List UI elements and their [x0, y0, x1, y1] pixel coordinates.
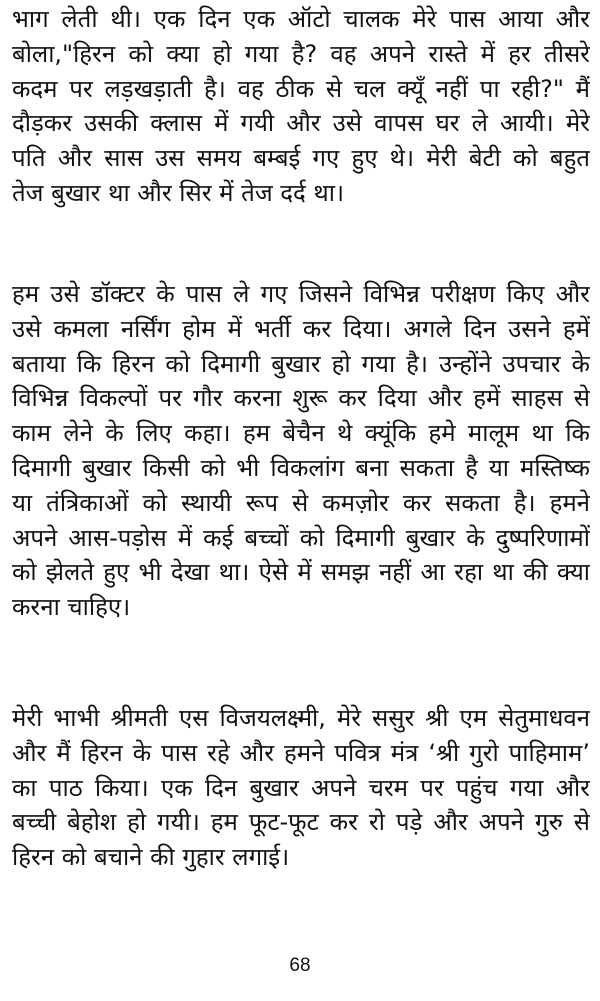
text-line: पति और सास उस समय बम्बई गए हुए थे। मेरी बेटी को बहुत: [12, 144, 590, 173]
text-line: बोला,"हिरन को क्या हो गया है? वह अपने रास्ते में हर तीसरे: [12, 39, 590, 68]
text-line: हिरन को बचाने की गुहार लगाई।: [12, 843, 290, 872]
text-line: दिमागी बुखार किसी को भी विकलांग बना सकता है या मस्तिष्क: [12, 453, 590, 482]
text-line: कदम पर लड़खड़ाती है। वह ठीक से चल क्यूँ नहीं पा रही?" मैं: [12, 74, 590, 103]
paragraph-1: [12, 2, 590, 211]
text-line: तेज बुखार था और सिर में तेज दर्द था।: [12, 178, 345, 207]
text-line: को झेलते हुए भी देखा था। ऐसे में समझ नहीं आ रहा था की क्या: [12, 558, 590, 587]
text-line: उसे कमला नर्सिंग होम में भर्ती कर दिया। अगले दिन उसने हमें: [12, 314, 590, 343]
page-number: 68: [289, 955, 311, 976]
text-line: भाग लेती थी। एक दिन एक ऑटो चालक मेरे पास आया और: [12, 5, 590, 33]
paragraph-3: [12, 701, 590, 875]
text-line: काम लेने के लिए कहा। हम बेचैन थे क्यूंकि हमे मालूम था कि: [12, 419, 590, 448]
text-line: हम उसे डॉक्टर के पास ले गए जिसने विभिन्न परीक्षण किए और: [12, 280, 590, 308]
text-line: बताया कि हिरन को दिमागी बुखार हो गया है। उन्होंने उपचार के: [12, 349, 590, 378]
text-line: अपने आस-पड़ोस में कई बच्चों को दिमागी बुखार के दुष्परिणामों: [12, 523, 590, 552]
text-line: का पाठ किया। एक दिन बुखार अपने चरम पर पहुंच गया और: [12, 773, 590, 802]
text-line: बच्ची बेहोश हो गयी। हम फूट-फूट कर रो पड़े और अपने गुरु से: [12, 808, 590, 837]
text-line: या तंत्रिकाओं को स्थायी रूप से कमज़ोर कर सकता है। हमने: [12, 488, 590, 517]
text-line: विभिन्न विकल्पों पर गौर करना शुरू कर दिया और हमें साहस से: [12, 384, 590, 413]
paragraph-2: [12, 277, 590, 625]
text-line: और मैं हिरन के पास रहे और हमने पवित्र मंत्र ‘श्री गुरो पाहिमाम’: [12, 738, 590, 767]
text-line: दौड़कर उसकी क्लास में गयी और उसे वापस घर ले आयी। मेरे: [12, 109, 590, 138]
text-line: मेरी भाभी श्रीमती एस विजयलक्ष्मी, मेरे ससुर श्री एम सेतुमाधवन: [12, 704, 590, 732]
text-line: करना चाहिए।: [12, 593, 131, 622]
